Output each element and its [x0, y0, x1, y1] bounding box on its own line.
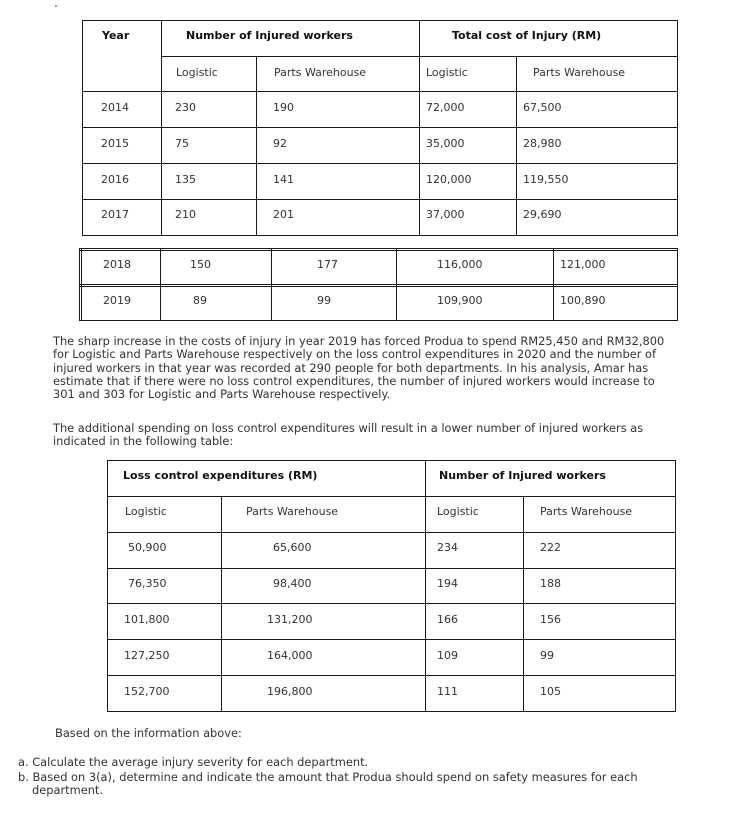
parts-cost-cell: 119,550 — [523, 173, 569, 186]
parts-expenditure-cell: 164,000 — [267, 649, 313, 662]
year-cell: 2018 — [103, 258, 131, 271]
parts-injured-cell: 99 — [317, 294, 331, 307]
year-header: Year — [102, 29, 130, 42]
based-on-text: Based on the information above: — [55, 726, 242, 740]
sub-header-logistic-injured: Logistic — [176, 66, 218, 79]
logistic-cost-cell: 37,000 — [426, 208, 465, 221]
parts-cost-cell: 29,690 — [523, 208, 562, 221]
logistic-injured-cell: 111 — [437, 685, 458, 698]
logistic-injured-cell: 210 — [175, 208, 196, 221]
logistic-expenditure-cell: 101,800 — [124, 613, 170, 626]
parts-expenditure-cell: 196,800 — [267, 685, 313, 698]
parts-injured-cell: 177 — [317, 258, 338, 271]
parts-injured-cell: 188 — [540, 577, 561, 590]
year-cell: 2015 — [101, 137, 129, 150]
logistic-injured-cell: 194 — [437, 577, 458, 590]
logistic-cost-cell: 109,900 — [437, 294, 483, 307]
parts-injured-cell: 141 — [273, 173, 294, 186]
year-cell: 2017 — [101, 208, 129, 221]
parts-cost-cell: 121,000 — [560, 258, 606, 271]
sub-header-parts-injured: Parts Warehouse — [540, 505, 633, 518]
question-a: a. Calculate the average injury severity for each department. — [18, 755, 369, 769]
intro-paragraph: The sharp increase in the costs of injury in year 2019 has forced Produa to spend RM25,450 and RM32,800 for Logistic and Parts Warehouse respectively on the loss control expenditures in 2020 and the number of injured workers in that year was recorded at 290 people for both departments. In his analysis, Amar has estimate that if there were no loss control expenditures, the number of injured workers would increase to 301 and 303 for Logistic and Parts Warehouse respectively. — [53, 334, 665, 402]
injured-workers-header: Number of Injured workers — [439, 469, 606, 482]
logistic-injured-cell: 150 — [190, 258, 211, 271]
year-cell: 2014 — [101, 101, 129, 114]
question-b: b. Based on 3(a), determine and indicate the amount that Produa should spend on safety measures for each department. — [18, 770, 638, 798]
logistic-injured-cell: 89 — [193, 294, 207, 307]
parts-injured-cell: 92 — [273, 137, 287, 150]
sub-header-logistic-injured: Logistic — [437, 505, 479, 518]
loss-control-header: Loss control expenditures (RM) — [123, 469, 318, 482]
parts-cost-cell: 100,890 — [560, 294, 606, 307]
logistic-injured-cell: 135 — [175, 173, 196, 186]
year-cell: 2019 — [103, 294, 131, 307]
parts-injured-cell: 105 — [540, 685, 561, 698]
logistic-injured-cell: 234 — [437, 541, 458, 554]
logistic-expenditure-cell: 76,350 — [128, 577, 167, 590]
sub-header-logistic-expenditure: Logistic — [125, 505, 167, 518]
parts-cost-cell: 67,500 — [523, 101, 562, 114]
additional-spending-paragraph: The additional spending on loss control expenditures will result in a lower number of injured workers as indicated in the following table: — [53, 421, 644, 449]
parts-injured-cell: 156 — [540, 613, 561, 626]
logistic-expenditure-cell: 152,700 — [124, 685, 170, 698]
parts-injured-cell: 99 — [540, 649, 554, 662]
logistic-injured-cell: 75 — [175, 137, 189, 150]
sub-header-logistic-cost: Logistic — [426, 66, 468, 79]
parts-injured-cell: 222 — [540, 541, 561, 554]
parts-expenditure-cell: 131,200 — [267, 613, 313, 626]
logistic-cost-cell: 120,000 — [426, 173, 472, 186]
sub-header-parts-injured: Parts Warehouse — [274, 66, 367, 79]
parts-injured-cell: 201 — [273, 208, 294, 221]
logistic-injured-cell: 166 — [437, 613, 458, 626]
logistic-cost-cell: 72,000 — [426, 101, 465, 114]
logistic-injured-cell: 109 — [437, 649, 458, 662]
parts-cost-cell: 28,980 — [523, 137, 562, 150]
total-cost-header: Total cost of Injury (RM) — [452, 29, 602, 42]
logistic-injured-cell: 230 — [175, 101, 196, 114]
injured-workers-header: Number of Injured workers — [186, 29, 353, 42]
stray-dot — [55, 5, 57, 7]
sub-header-parts-expenditure: Parts Warehouse — [246, 505, 339, 518]
logistic-cost-cell: 35,000 — [426, 137, 465, 150]
year-cell: 2016 — [101, 173, 129, 186]
parts-injured-cell: 190 — [273, 101, 294, 114]
logistic-expenditure-cell: 50,900 — [128, 541, 167, 554]
parts-expenditure-cell: 65,600 — [273, 541, 312, 554]
logistic-expenditure-cell: 127,250 — [124, 649, 170, 662]
parts-expenditure-cell: 98,400 — [273, 577, 312, 590]
logistic-cost-cell: 116,000 — [437, 258, 483, 271]
sub-header-parts-cost: Parts Warehouse — [533, 66, 626, 79]
